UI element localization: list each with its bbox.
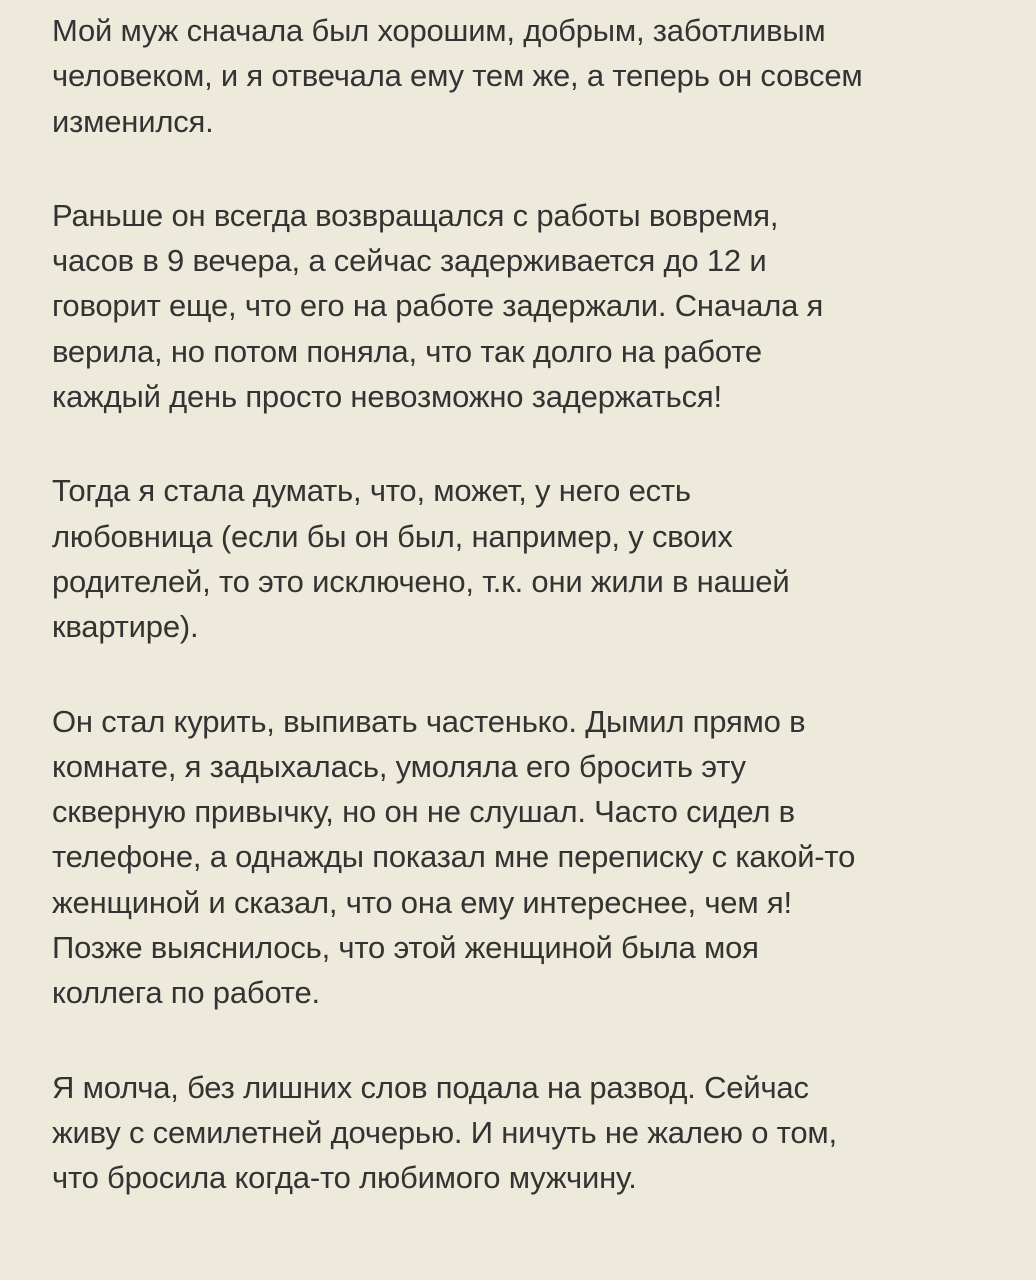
paragraph-1 xyxy=(52,8,1006,144)
text-line: Тогда я стала думать, что, может, у него есть xyxy=(52,473,691,509)
text-line: Раньше он всегда возвращался с работы вовремя, xyxy=(52,197,779,233)
text-line: телефоне, а однажды показал мне переписку с какой-то xyxy=(52,839,856,875)
paragraph-5 xyxy=(52,1065,1006,1201)
text-line: комнате, я задыхалась, умоляла его бросить эту xyxy=(52,748,746,784)
text-line: скверную привычку, но он не слушал. Часто сидел в xyxy=(52,794,795,830)
text-line: живу с семилетней дочерью. И ничуть не жалею о том, xyxy=(52,1114,837,1150)
text-line: Он стал курить, выпивать частенько. Дымил прямо в xyxy=(52,703,806,739)
paragraph-4 xyxy=(52,699,1006,1016)
text-line: Позже выяснилось, что этой женщиной была моя xyxy=(52,930,759,966)
text-line: любовница (если бы он был, например, у своих xyxy=(52,518,733,554)
text-line: Я молча, без лишних слов подала на развод. Сейчас xyxy=(52,1069,809,1105)
text-line: что бросила когда-то любимого мужчину. xyxy=(52,1160,637,1196)
text-line: женщиной и сказал, что она ему интереснее, чем я! xyxy=(52,884,792,920)
text-line: Мой муж сначала был хорошим, добрым, заботливым xyxy=(52,13,826,48)
text-line: человеком, и я отвечала ему тем же, а теперь он совсем xyxy=(52,58,863,94)
text-line: родителей, то это исключено, т.к. они жили в нашей xyxy=(52,563,790,599)
text-line: изменился. xyxy=(52,103,214,139)
paragraph-2 xyxy=(52,193,1006,419)
text-line: часов в 9 вечера, а сейчас задерживается до 12 и xyxy=(52,243,767,279)
text-line: говорит еще, что его на работе задержали. Сначала я xyxy=(52,288,824,324)
text-line: коллега по работе. xyxy=(52,975,320,1011)
paragraph-3 xyxy=(52,468,1006,649)
text-line: верила, но потом поняла, что так долго на работе xyxy=(52,333,762,369)
text-line: квартире). xyxy=(52,609,199,645)
text-line: каждый день просто невозможно задержаться! xyxy=(52,379,722,415)
